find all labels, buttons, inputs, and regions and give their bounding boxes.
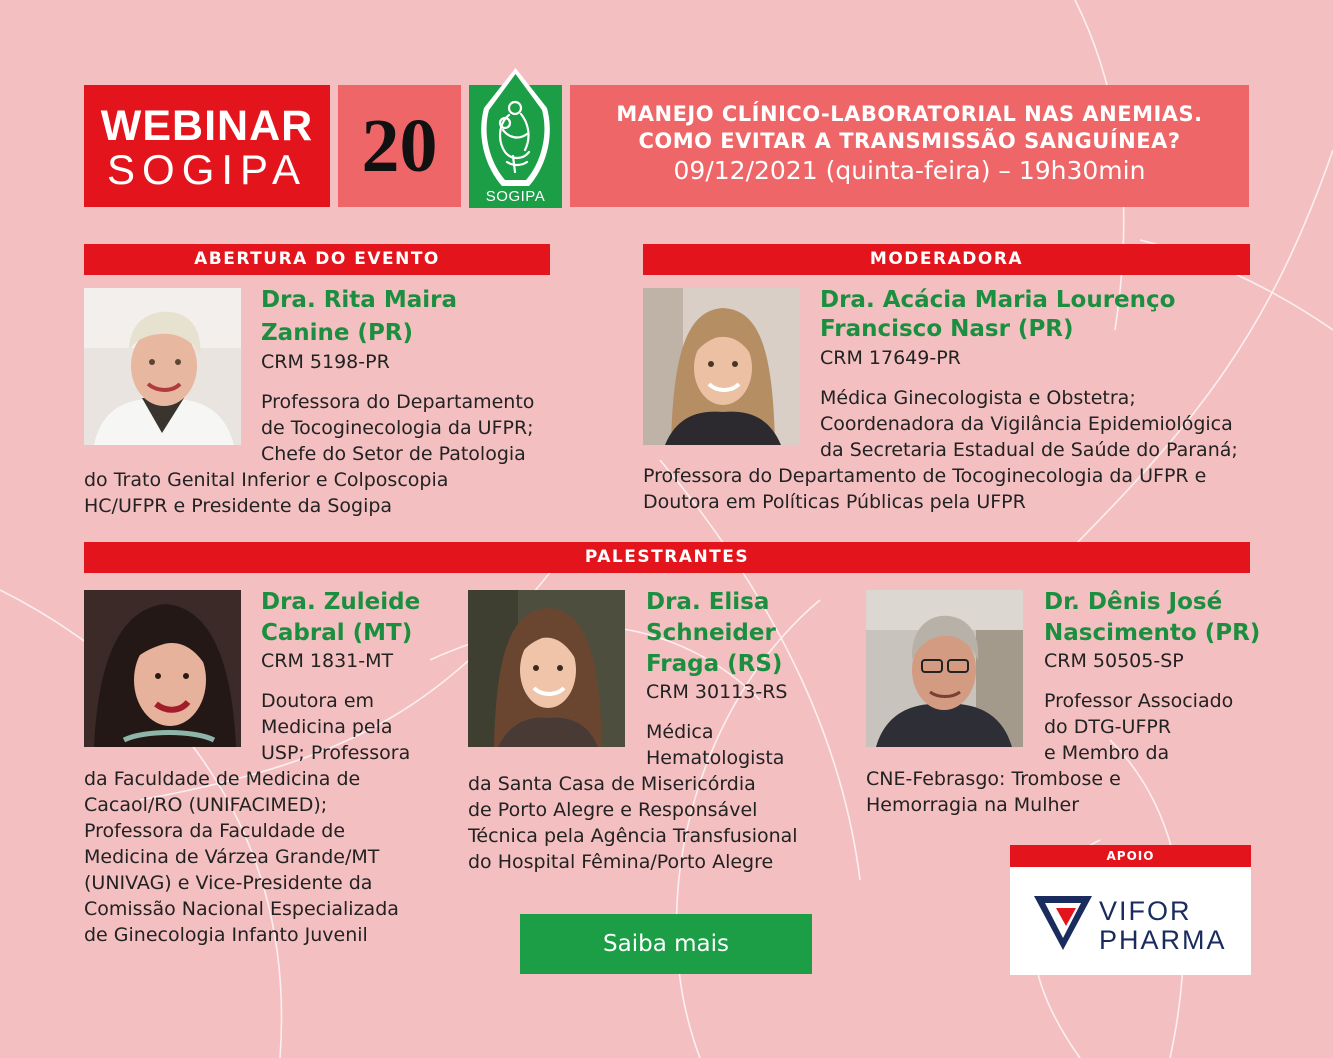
bio-acacia-line3: da Secretaria Estadual de Saúde do Paraná;	[820, 439, 1238, 461]
bio-acacia-line4: Professora do Departamento de Tocoginecologia da UFPR e	[643, 465, 1207, 487]
bio-zuleide-line5: Cacaol/RO (UNIFACIMED);	[84, 794, 328, 816]
name-zuleide-line1: Dra. Zuleide	[261, 589, 421, 615]
photo-zuleide-cabral	[84, 590, 241, 747]
edition-number: 20	[338, 85, 461, 207]
event-date: 09/12/2021 (quinta-feira) – 19h30min	[673, 156, 1146, 185]
bio-rita-line1: Professora do Departamento	[261, 391, 535, 413]
photo-elisa-fraga	[468, 590, 625, 747]
bio-zuleide-line9: Comissão Nacional Especializada	[84, 898, 399, 920]
name-acacia-line2: Francisco Nasr (PR)	[820, 316, 1074, 342]
event-title-line2: COMO EVITAR A TRANSMISSÃO SANGUÍNEA?	[638, 129, 1181, 153]
name-denis-line1: Dr. Dênis José	[1044, 589, 1223, 615]
bio-denis-line1: Professor Associado	[1044, 690, 1234, 712]
name-elisa-line1: Dra. Elisa	[646, 589, 770, 615]
webinar-label: WEBINAR	[100, 102, 314, 150]
name-zuleide-line2: Cabral (MT)	[261, 620, 413, 646]
sponsor-name-line2: PHARMA	[1099, 925, 1227, 955]
bio-zuleide-line1: Doutora em	[261, 690, 375, 712]
name-denis-line2: Nascimento (PR)	[1044, 620, 1261, 646]
bio-elisa-line1: Médica	[646, 721, 714, 743]
photo-acacia-nasr	[643, 288, 800, 445]
bio-zuleide-line10: de Ginecologia Infanto Juvenil	[84, 924, 368, 946]
bio-zuleide-line3: USP; Professora	[261, 742, 411, 764]
photo-rita-zanine	[84, 288, 241, 445]
bio-zuleide-line2: Medicina pela	[261, 716, 393, 738]
webinar-badge	[84, 85, 330, 207]
saiba-mais-button[interactable]: Saiba mais	[520, 914, 812, 974]
bio-zuleide-line6: Professora da Faculdade de	[84, 820, 346, 842]
bio-rita-line3: Chefe do Setor de Patologia	[261, 443, 526, 465]
logo-text: SOGIPA	[485, 188, 546, 205]
bio-elisa-line2: Hematologista	[646, 747, 785, 769]
bio-rita-line4: do Trato Genital Inferior e Colposcopia	[84, 469, 449, 491]
bio-elisa-line3: da Santa Casa de Misericórdia	[468, 773, 756, 795]
bio-acacia-line5: Doutora em Políticas Públicas pela UFPR	[643, 491, 1026, 513]
bio-rita-line5: HC/UFPR e Presidente da Sogipa	[84, 495, 393, 517]
crm-denis: CRM 50505-SP	[1044, 650, 1184, 672]
bio-zuleide-line8: (UNIVAG) e Vice-Presidente da	[84, 872, 373, 894]
name-acacia-line1: Dra. Acácia Maria Lourenço	[820, 287, 1176, 313]
bio-zuleide-line7: Medicina de Várzea Grande/MT	[84, 846, 380, 868]
section-bar-moderadora: MODERADORA	[643, 244, 1250, 275]
bio-elisa-line5: Técnica pela Agência Transfusional	[468, 825, 798, 847]
crm-zuleide: CRM 1831-MT	[261, 650, 394, 672]
bio-acacia-line1: Médica Ginecologista e Obstetra;	[820, 387, 1136, 409]
name-elisa-line3: Fraga (RS)	[646, 651, 783, 677]
bio-denis-line5: Hemorragia na Mulher	[866, 794, 1080, 816]
bio-zuleide-line4: da Faculdade de Medicina de	[84, 768, 361, 790]
section-bar-abertura: ABERTURA DO EVENTO	[84, 244, 550, 275]
section-bar-palestrantes: PALESTRANTES	[84, 542, 1250, 573]
sogipa-label: SOGIPA	[107, 146, 307, 193]
sponsor-name-line1: VIFOR	[1099, 896, 1192, 926]
name-rita-line1: Dra. Rita Maira	[261, 287, 457, 313]
bio-denis-line4: CNE-Febrasgo: Trombose e	[866, 768, 1121, 790]
crm-rita: CRM 5198-PR	[261, 351, 390, 373]
name-elisa-line2: Schneider	[646, 620, 776, 646]
bio-elisa-line6: do Hospital Fêmina/Porto Alegre	[468, 851, 774, 873]
event-title-panel	[570, 85, 1249, 207]
photo-denis-nascimento	[866, 590, 1023, 747]
sponsor-logo-vifor-pharma	[1010, 867, 1251, 975]
bio-acacia-line2: Coordenadora da Vigilância Epidemiológica	[820, 413, 1233, 435]
name-rita-line2: Zanine (PR)	[261, 320, 414, 346]
bio-denis-line2: do DTG-UFPR	[1044, 716, 1172, 738]
crm-acacia: CRM 17649-PR	[820, 347, 961, 369]
bio-denis-line3: e Membro da	[1044, 742, 1170, 764]
bio-elisa-line4: de Porto Alegre e Responsável	[468, 799, 758, 821]
bio-rita-line2: de Tocoginecologia da UFPR;	[261, 417, 534, 439]
vifor-triangle-icon	[1032, 894, 1094, 952]
crm-elisa: CRM 30113-RS	[646, 681, 788, 703]
event-title-line1: MANEJO CLÍNICO-LABORATORIAL NAS ANEMIAS.	[616, 102, 1203, 126]
sogipa-logo	[469, 68, 562, 208]
apoio-label: APOIO	[1010, 845, 1251, 867]
